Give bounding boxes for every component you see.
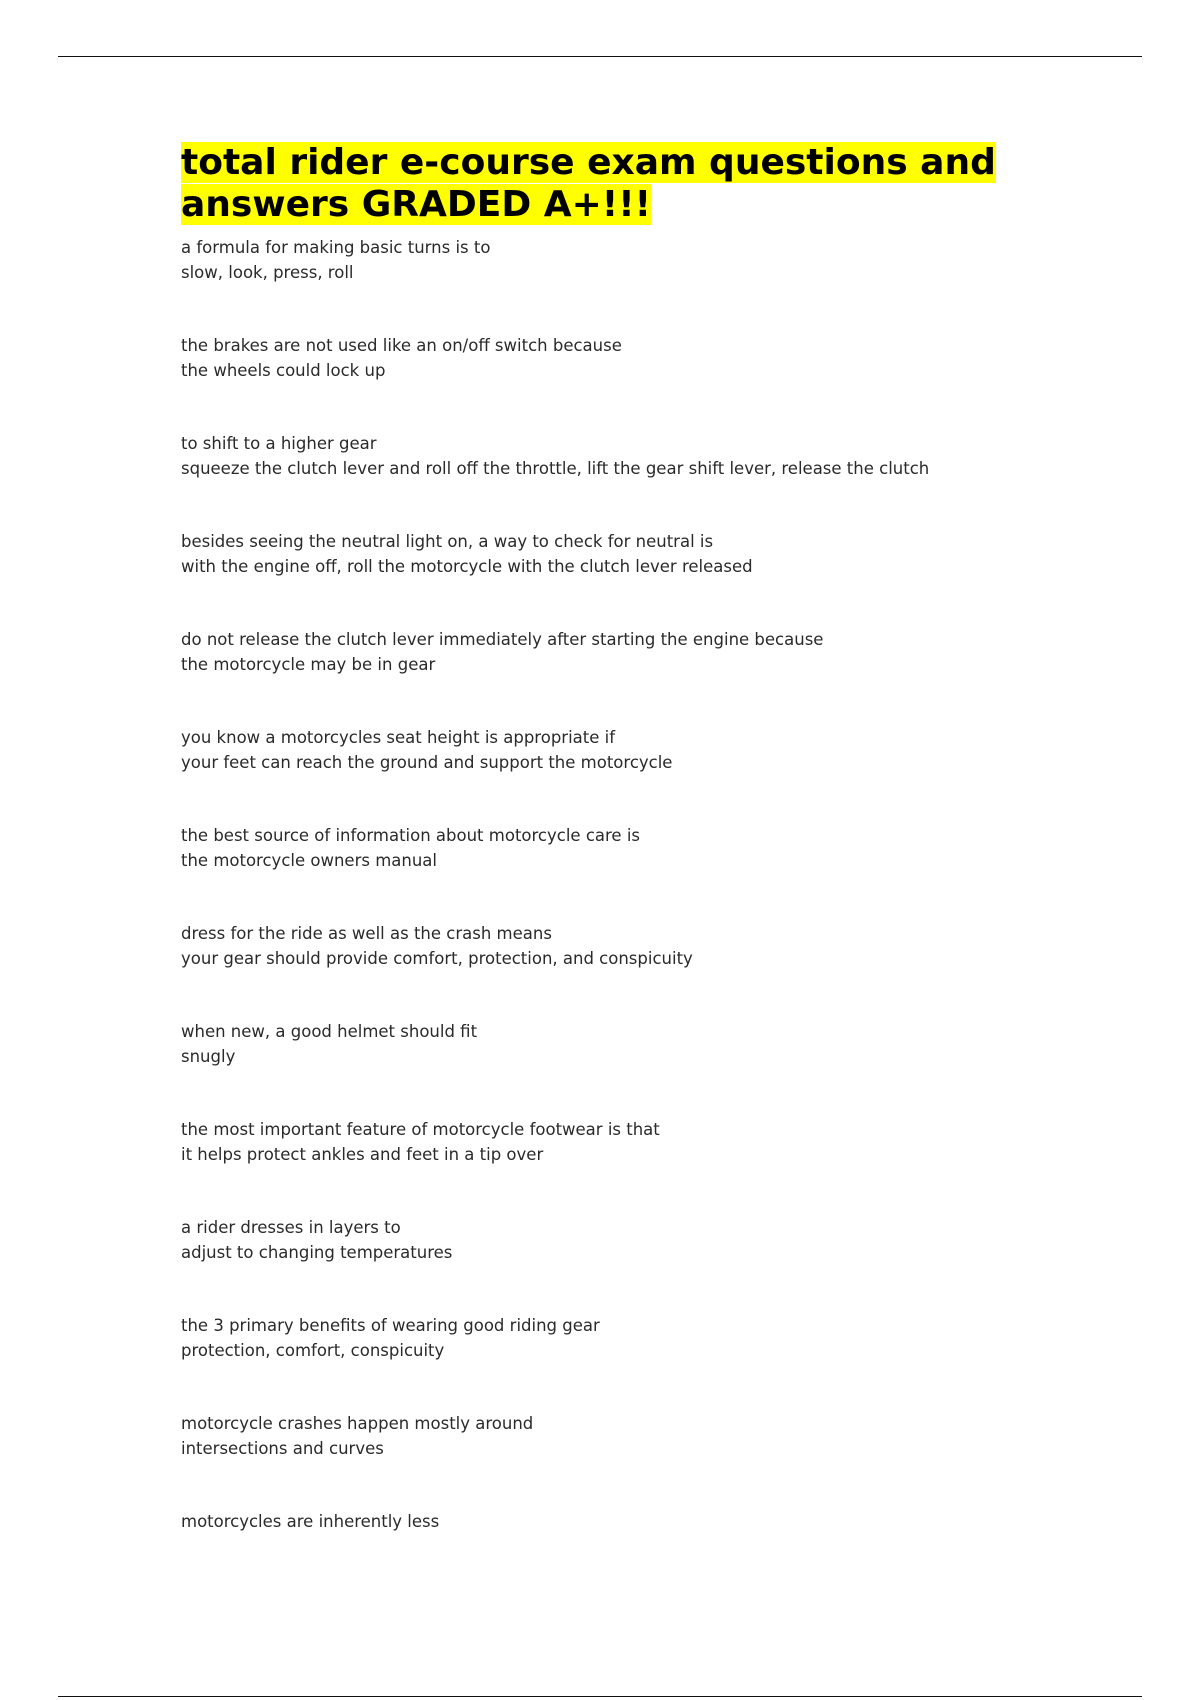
qa-item <box>181 530 1081 579</box>
answer-text: your gear should provide comfort, protection, and conspicuity <box>181 948 693 968</box>
title-line-2: answers GRADED A+!!! <box>181 184 652 225</box>
footer-rule <box>58 1696 1142 1697</box>
answer-text: slow, look, press, roll <box>181 262 354 282</box>
qa-item <box>181 1020 1081 1069</box>
answer-text: squeeze the clutch lever and roll off the throttle, lift the gear shift lever, release the clutch <box>181 458 930 478</box>
answer-text: protection, comfort, conspicuity <box>181 1340 445 1360</box>
qa-item <box>181 922 1081 971</box>
qa-item <box>181 824 1081 873</box>
answer-text: the motorcycle may be in gear <box>181 654 436 674</box>
question-text: to shift to a higher gear <box>181 434 377 453</box>
answer-text: it helps protect ankles and feet in a tip over <box>181 1144 544 1164</box>
answer-text: adjust to changing temperatures <box>181 1242 453 1262</box>
qa-list <box>181 236 1081 1535</box>
answer-text: intersections and curves <box>181 1438 384 1458</box>
question-text: do not release the clutch lever immediately after starting the engine because <box>181 630 824 649</box>
answer-text: snugly <box>181 1046 236 1066</box>
qa-item <box>181 1510 1081 1535</box>
qa-item <box>181 1118 1081 1167</box>
question-text: the best source of information about motorcycle care is <box>181 826 640 845</box>
question-text: the most important feature of motorcycle footwear is that <box>181 1120 660 1139</box>
question-text: motorcycle crashes happen mostly around <box>181 1414 534 1433</box>
qa-item <box>181 628 1081 677</box>
qa-item <box>181 1216 1081 1265</box>
title-line-1: total rider e-course exam questions and <box>181 142 996 183</box>
question-text: when new, a good helmet should fit <box>181 1022 478 1041</box>
question-text: you know a motorcycles seat height is appropriate if <box>181 728 616 747</box>
question-text: a formula for making basic turns is to <box>181 238 491 257</box>
qa-item <box>181 432 1081 481</box>
answer-text: with the engine off, roll the motorcycle with the clutch lever released <box>181 556 753 576</box>
question-text: the brakes are not used like an on/off switch because <box>181 336 622 355</box>
header-rule <box>58 56 1142 57</box>
qa-item <box>181 1314 1081 1363</box>
question-text: besides seeing the neutral light on, a way to check for neutral is <box>181 532 714 551</box>
qa-item <box>181 1412 1081 1461</box>
document-page <box>181 142 1081 1584</box>
qa-item <box>181 334 1081 383</box>
answer-text: the wheels could lock up <box>181 360 386 380</box>
question-text: the 3 primary benefits of wearing good riding gear <box>181 1316 600 1335</box>
answer-text: the motorcycle owners manual <box>181 850 437 870</box>
document-title <box>181 142 1081 226</box>
question-text: motorcycles are inherently less <box>181 1512 440 1531</box>
qa-item <box>181 726 1081 775</box>
answer-text: your feet can reach the ground and support the motorcycle <box>181 752 673 772</box>
qa-item <box>181 236 1081 285</box>
question-text: a rider dresses in layers to <box>181 1218 401 1237</box>
question-text: dress for the ride as well as the crash means <box>181 924 552 943</box>
